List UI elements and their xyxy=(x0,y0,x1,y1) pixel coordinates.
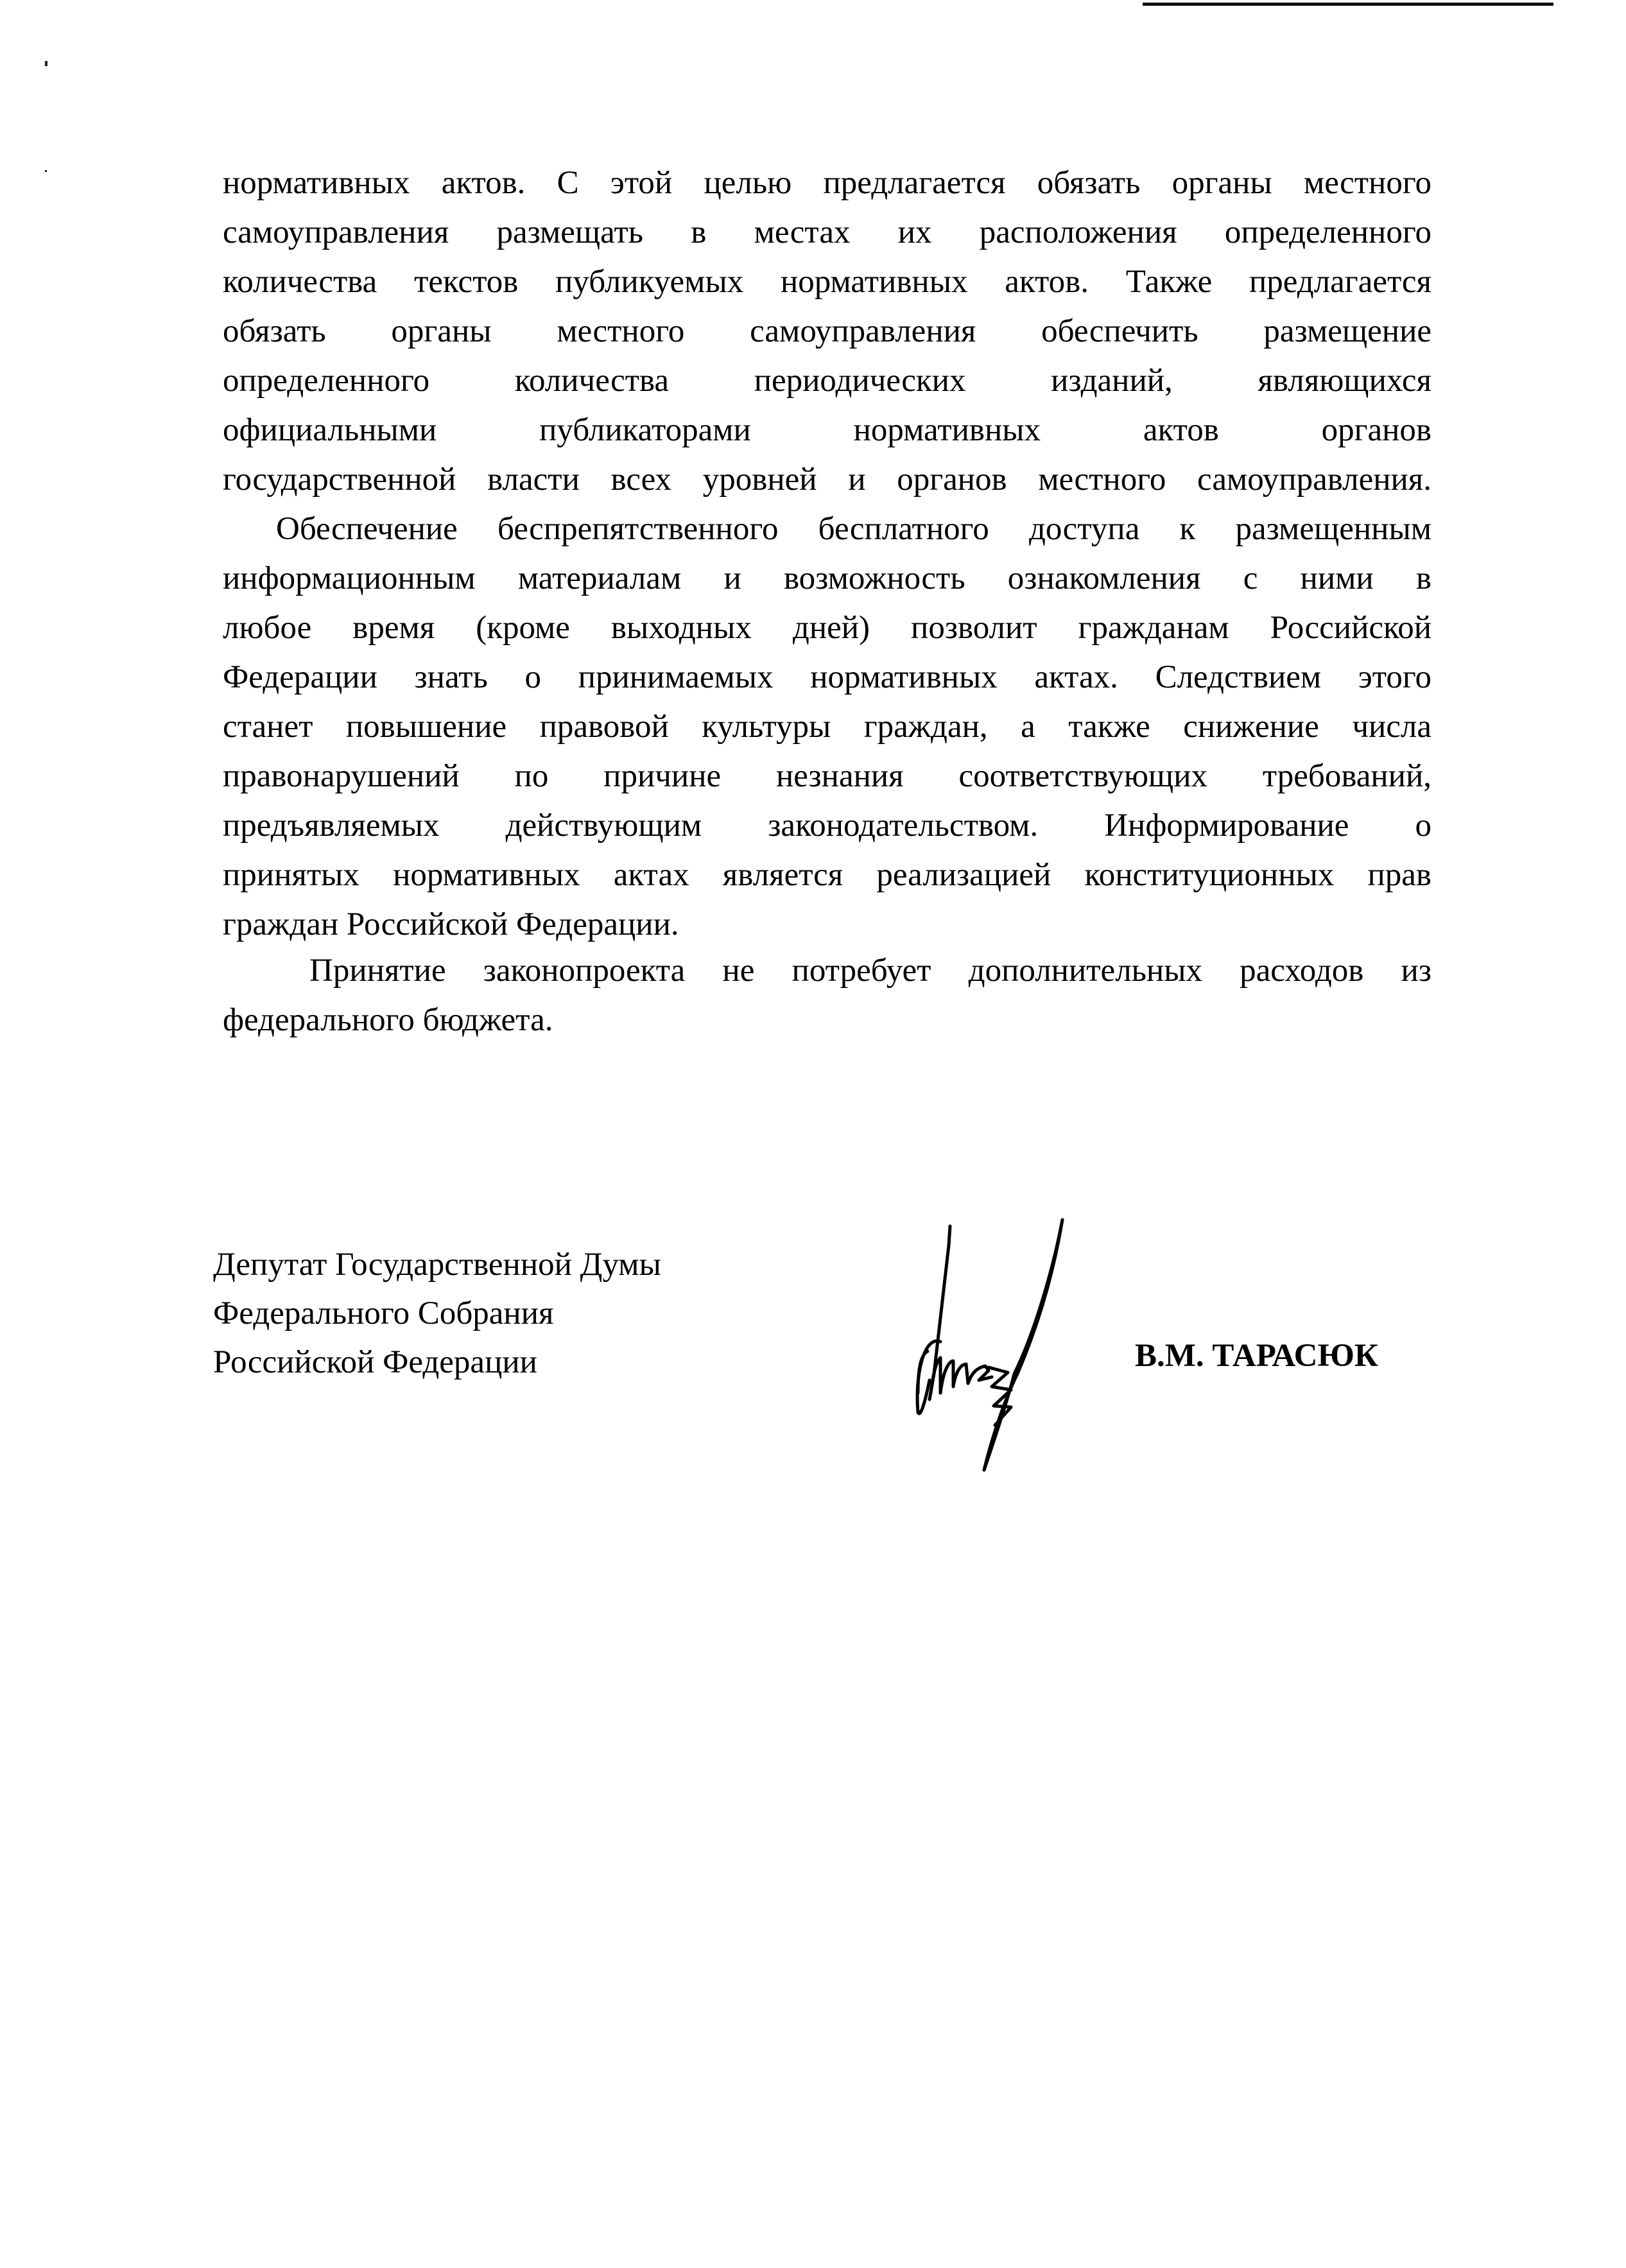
signatory-title xyxy=(213,1240,661,1387)
text-line: Федерации знать о принимаемых нормативных актах. Следствием этого xyxy=(223,659,1431,695)
text-line: Обеспечение беспрепятственного бесплатного доступа к размещенным xyxy=(276,511,1431,547)
text-line: обязать органы местного самоуправления обеспечить размещение xyxy=(223,313,1431,349)
text-line: принятых нормативных актах является реализацией конституционных прав xyxy=(223,857,1431,893)
text-line: Принятие законопроекта не потребует дополнительных расходов из xyxy=(309,953,1431,989)
paragraph-3 xyxy=(223,946,1431,1045)
text-line: определенного количества периодических изданий, являющихся xyxy=(223,363,1431,399)
handwritten-signature xyxy=(854,1207,1123,1476)
signatory-name: В.М. ТАРАСЮК xyxy=(1135,1338,1378,1374)
text-line: официальными публикаторами нормативных актов органов xyxy=(223,412,1431,448)
text-line: правонарушений по причине незнания соответствующих требований, xyxy=(223,758,1431,794)
text-line: информационным материалам и возможность ознакомления с ними в xyxy=(223,560,1431,596)
scan-speck xyxy=(45,61,48,66)
text-line: количества текстов публикуемых нормативных актов. Также предлагается xyxy=(223,264,1431,300)
text-line: предъявляемых действующим законодательством. Информирование о xyxy=(223,808,1431,844)
paragraph-1 xyxy=(223,159,1431,505)
signatory-title-line: Российской Федерации xyxy=(213,1344,537,1380)
paragraph-2 xyxy=(223,505,1431,949)
top-edge-rule xyxy=(1143,3,1553,6)
text-line: граждан Российской Федерации. xyxy=(223,906,679,942)
text-line: самоуправления размещать в местах их расположения определенного xyxy=(223,214,1431,250)
scan-speck xyxy=(45,170,47,172)
text-line: государственной власти всех уровней и органов местного самоуправления. xyxy=(223,462,1431,498)
signatory-title-line: Федерального Собрания xyxy=(213,1295,554,1331)
signatory-title-line: Депутат Государственной Думы xyxy=(213,1247,661,1283)
text-line: федерального бюджета. xyxy=(223,1002,553,1038)
text-line: нормативных актов. С этой целью предлагается обязать органы местного xyxy=(223,165,1431,201)
text-line: любое время (кроме выходных дней) позволит гражданам Российской xyxy=(223,610,1431,646)
text-line: станет повышение правовой культуры граждан, а также снижение числа xyxy=(223,709,1431,745)
